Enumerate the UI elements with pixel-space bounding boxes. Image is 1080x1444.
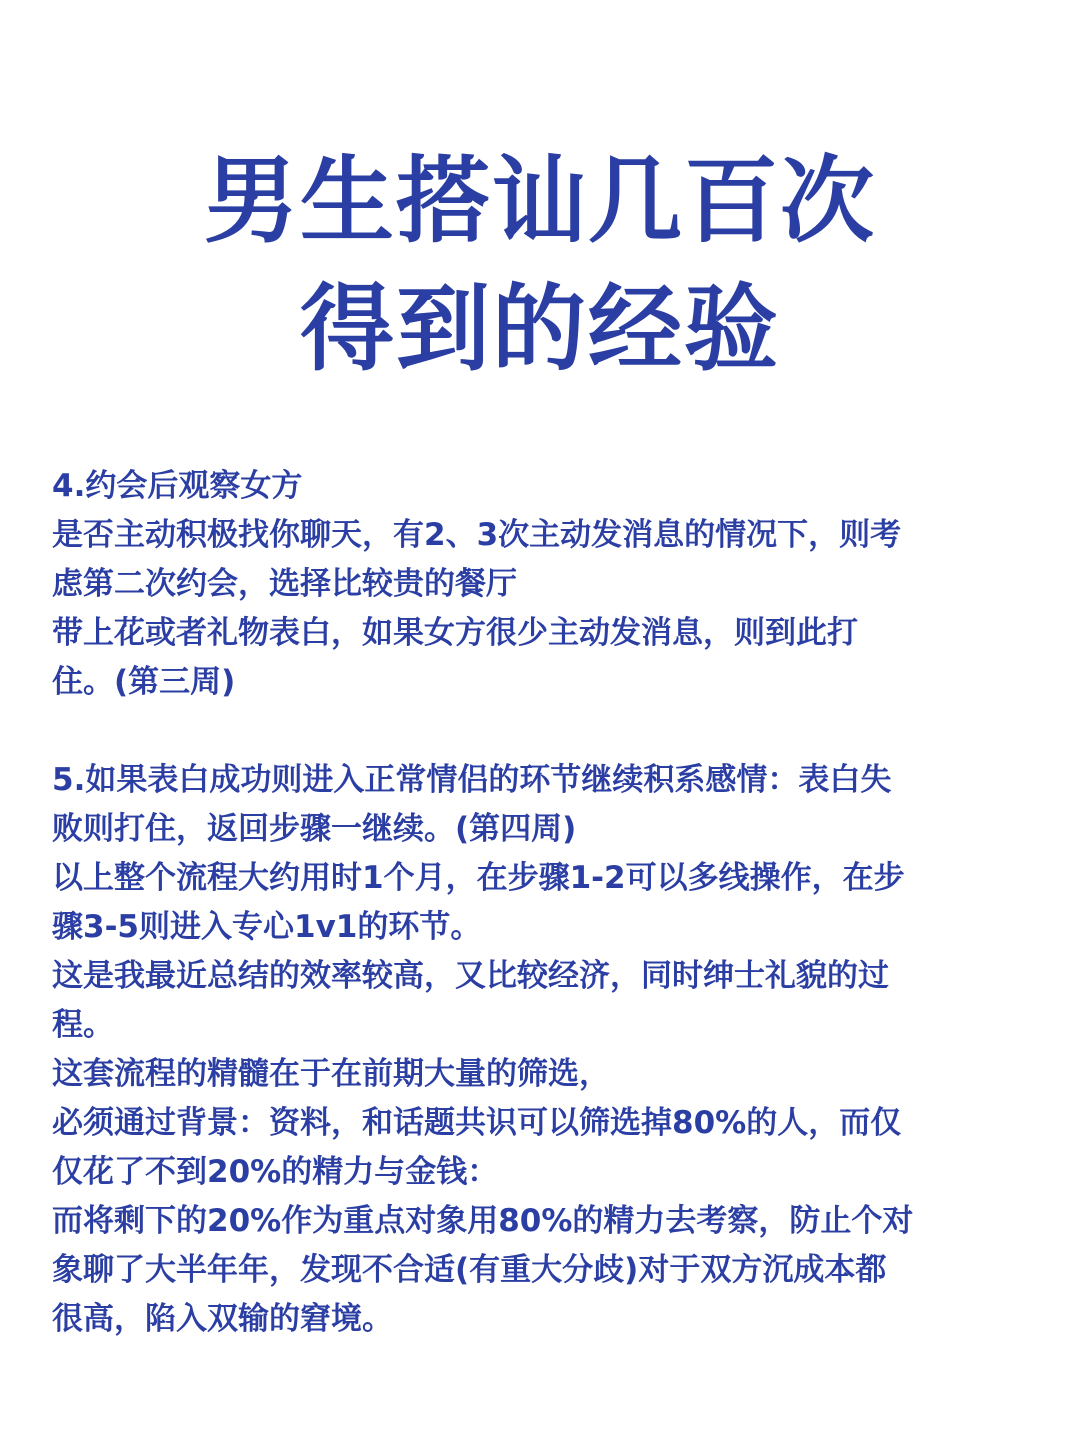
paragraph-line: 住。(第三周) <box>52 664 236 700</box>
paragraph-line: 这是我最近总结的效率较高，又比较经济，同时绅士礼貌的过 <box>52 958 889 994</box>
body-text <box>52 462 1032 1344</box>
paragraph-line: 是否主动积极找你聊天，有2、3次主动发消息的情况下，则考 <box>52 517 902 553</box>
paragraph-line: 程。 <box>52 1007 114 1043</box>
paragraph-gap <box>52 707 1032 756</box>
paragraph-line: 象聊了大半年年，发现不合适(有重大分歧)对于双方沉成本都 <box>52 1252 887 1288</box>
page-title <box>0 138 1080 394</box>
paragraph-line: 5.如果表白成功则进入正常情侣的环节继续积系感情：表白失 <box>52 762 892 798</box>
paragraph-line: 带上花或者礼物表白，如果女方很少主动发消息，则到此打 <box>52 615 858 651</box>
paragraph-line: 而将剩下的20%作为重点对象用80%的精力去考察，防止个对 <box>52 1203 914 1239</box>
paragraph-line: 这套流程的精髓在于在前期大量的筛选， <box>52 1056 610 1092</box>
paragraph-line: 必须通过背景：资料，和话题共识可以筛选掉80%的人，而仅 <box>52 1105 902 1141</box>
paragraph-line: 虑第二次约会，选择比较贵的餐厅 <box>52 566 517 602</box>
paragraph-line: 以上整个流程大约用时1个月，在步骤1-2可以多线操作，在步 <box>52 860 905 896</box>
paragraph-line: 很高，陷入双输的窘境。 <box>52 1301 393 1337</box>
paragraph-line: 败则打住，返回步骤一继续。(第四周) <box>52 811 577 847</box>
paragraph-line: 4.约会后观察女方 <box>52 468 303 504</box>
title-line-1: 男生搭讪几百次 <box>203 147 876 256</box>
title-line-2: 得到的经验 <box>299 275 780 384</box>
paragraph-line: 仅花了不到20%的精力与金钱： <box>52 1154 499 1190</box>
paragraph-line: 骤3-5则进入专心1v1的环节。 <box>52 909 482 945</box>
